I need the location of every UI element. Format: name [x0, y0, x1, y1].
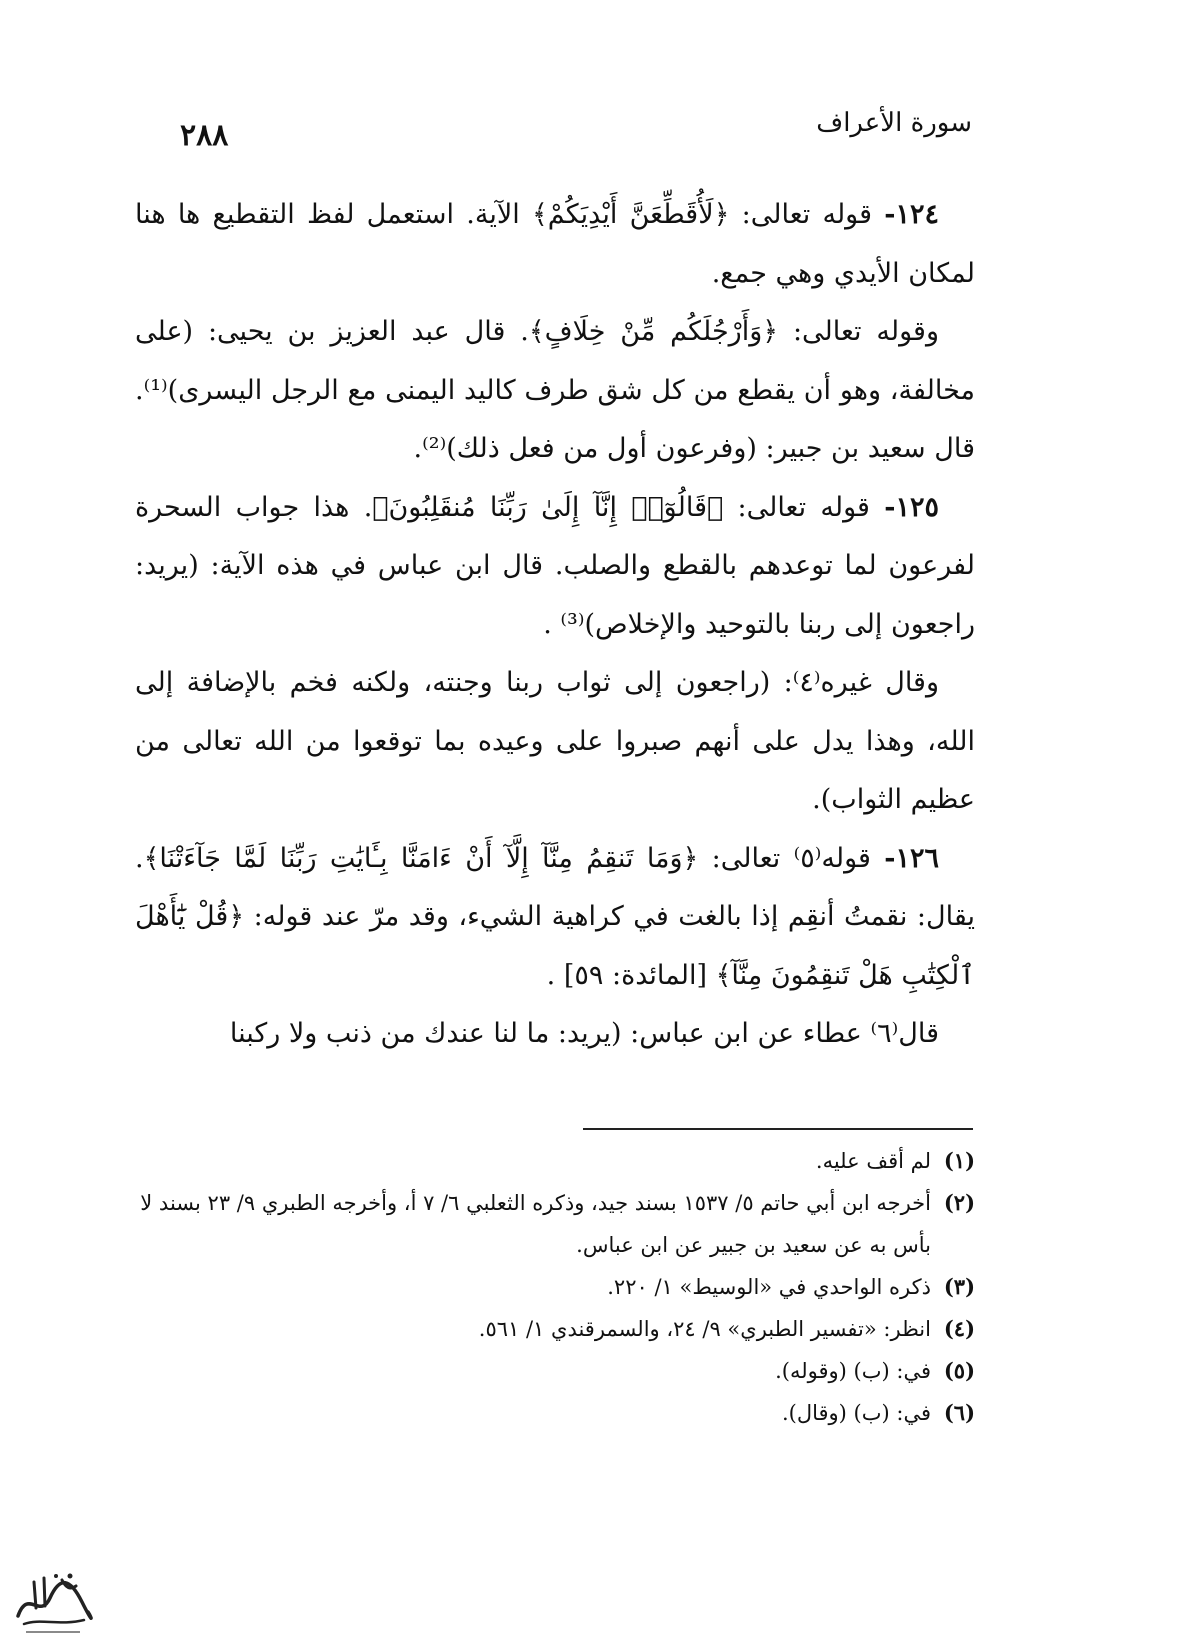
paragraph-text: قوله تعالى: ﴿قَالُوٓا۟ إِنَّآ إِلَىٰ رَبِّنَا مُنقَلِبُونَ﴾. هذا جواب السحرة لفرعون لما توعدهم بالقطع والصلب. قال ابن عباس في هذه الآية: (يريد: راجعون إلى ربنا بالتوحيد والإخلاص)⁽³⁾ . — [135, 491, 975, 640]
verse-number: ١٢٤- — [884, 199, 939, 230]
paragraph-125-cont — [135, 654, 975, 830]
footnote-number: (٥) — [943, 1358, 975, 1383]
footnote-number: (٦) — [943, 1400, 975, 1425]
footnote-2 — [135, 1182, 975, 1266]
verse-number: ١٢٥- — [884, 491, 939, 523]
main-text — [135, 186, 975, 1064]
verse-number: ١٢٦- — [884, 842, 939, 874]
paragraph-126-cont — [135, 1005, 975, 1064]
paragraph-text: وقوله تعالى: ﴿وَأَرْجُلَكُم مِّنْ خِلَافٍ﴾. قال عبد العزيز بن يحيى: (على مخالفة، وهو أن يقطع من كل شق طرف كاليد اليمنى مع الرجل اليسرى)⁽¹⁾. قال سعيد بن جبير: (وفرعون أول من فعل ذلك)⁽²⁾. — [135, 316, 975, 464]
paragraph-text: قال⁽٦⁾ عطاء عن ابن عباس: (يريد: ما لنا عندك من ذنب ولا ركبنا — [229, 1018, 939, 1049]
publisher-logo-icon — [10, 1568, 96, 1638]
paragraph-text: وقال غيره⁽٤⁾: (راجعون إلى ثواب ربنا وجنته، ولكنه فخم بالإضافة إلى الله، وهذا يدل على أنهم صبروا على وعيده بما توقعوا من الله تعالى من عظيم الثواب). — [135, 667, 975, 815]
paragraph-124-cont — [135, 303, 975, 479]
footnote-number: (٣) — [943, 1274, 975, 1299]
footnote-4 — [135, 1308, 975, 1350]
footnote-number: (٤) — [943, 1316, 975, 1341]
paragraph-126 — [135, 830, 975, 1006]
paragraph-125 — [135, 479, 975, 655]
footnotes — [135, 1140, 975, 1434]
footnote-divider — [583, 1128, 973, 1130]
footnote-text: أخرجه ابن أبي حاتم ٥/ ١٥٣٧ بسند جيد، وذكره الثعلبي ٦/ ٧ أ، وأخرجه الطبري ٩/ ٢٣ بسند لا بأس به عن سعيد بن جبير عن ابن عباس. — [140, 1191, 931, 1257]
footnote-text: في: (ب) (وقوله). — [775, 1359, 931, 1383]
footnote-text: لم أقف عليه. — [815, 1149, 931, 1173]
page-number: ٢٨٨ — [180, 118, 229, 153]
paragraph-text: قوله⁽٥⁾ تعالى: ﴿وَمَا تَنقِمُ مِنَّآ إِلَّآ أَنْ ءَامَنَّا بِـَٔايَٰتِ رَبِّنَا لَمَّا جَآءَتْنَا﴾. يقال: نقمتُ أنقِم إذا بالغت في كراهية الشيء، وقد مرّ عند قوله: ﴿قُلْ يَٰٓأَهْلَ ٱلْكِتَٰبِ هَلْ تَنقِمُونَ مِنَّآ﴾ [المائدة: ٥٩] . — [135, 842, 975, 991]
paragraph-124 — [135, 186, 975, 303]
footnote-5 — [135, 1350, 975, 1392]
running-title: سورة الأعراف — [816, 108, 972, 138]
footnote-text: في: (ب) (وقال). — [781, 1401, 931, 1425]
page-header — [180, 108, 972, 168]
footnote-text: انظر: «تفسير الطبري» ٩/ ٢٤، والسمرقندي ١/ ٥٦١. — [478, 1317, 931, 1341]
footnote-1 — [135, 1140, 975, 1182]
footnote-number: (١) — [943, 1148, 975, 1173]
footnote-6 — [135, 1392, 975, 1434]
footnote-number: (٢) — [943, 1190, 975, 1215]
footnote-3 — [135, 1266, 975, 1308]
footnote-text: ذكره الواحدي في «الوسيط» ١/ ٢٢٠. — [607, 1275, 931, 1299]
paragraph-text: قوله تعالى: ﴿لَأُقَطِّعَنَّ أَيْدِيَكُمْ﴾ الآية. استعمل لفظ التقطيع ها هنا لمكان الأيدي وهي جمع. — [135, 199, 975, 289]
